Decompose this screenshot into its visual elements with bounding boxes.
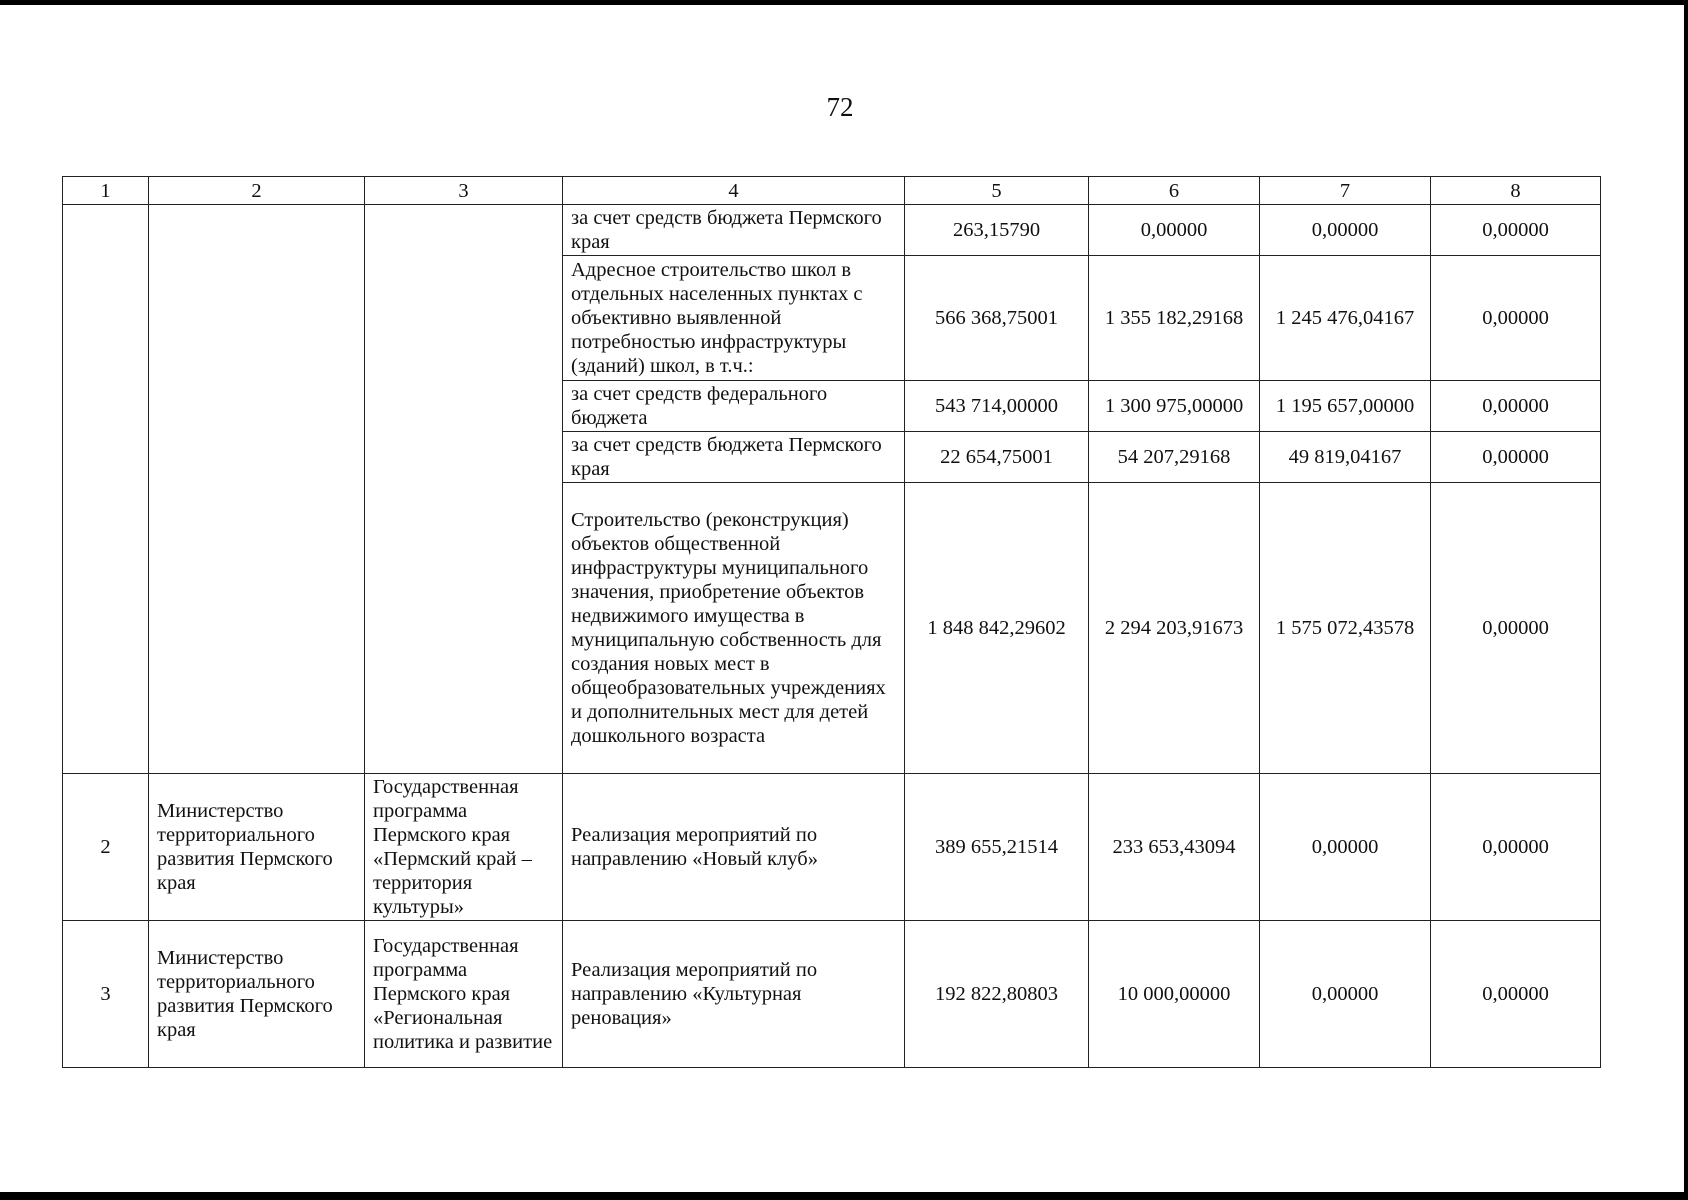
cell-value-col6: 1 355 182,29168 [1089, 256, 1260, 381]
table-row [63, 921, 1601, 1068]
column-header: 7 [1260, 177, 1431, 205]
cell-value-col7: 49 819,04167 [1260, 432, 1431, 483]
scan-border-top [0, 0, 1688, 5]
cell-number-empty [63, 205, 149, 774]
cell-program: Государственная программа Пермского края «Региональная политика и развитие [365, 921, 563, 1068]
cell-value-col8: 0,00000 [1431, 256, 1601, 381]
cell-value-col8: 0,00000 [1431, 921, 1601, 1068]
column-header: 1 [63, 177, 149, 205]
cell-value-col5: 263,15790 [905, 205, 1089, 256]
cell-value-col6: 2 294 203,91673 [1089, 483, 1260, 774]
cell-value-col8: 0,00000 [1431, 205, 1601, 256]
cell-value-col6: 54 207,29168 [1089, 432, 1260, 483]
column-header: 3 [365, 177, 563, 205]
cell-description: Реализация мероприятий по направлению «Новый клуб» [563, 774, 905, 921]
column-header: 6 [1089, 177, 1260, 205]
cell-description: за счет средств бюджета Пермского края [563, 432, 905, 483]
cell-value-col6: 0,00000 [1089, 205, 1260, 256]
column-header: 5 [905, 177, 1089, 205]
cell-value-col5: 22 654,75001 [905, 432, 1089, 483]
cell-description: Строительство (реконструкция) объектов общественной инфраструктуры муниципального значения, приобретение объектов недвижимого имущества в муниципальную собственность для создания новых мест в общеобразовательных учреждениях и дополнительных мест для детей дошкольного возраста [563, 483, 905, 774]
cell-program: Государственная программа Пермского края «Пермский край – территория культуры» [365, 774, 563, 921]
cell-description: Реализация мероприятий по направлению «Культурная реновация» [563, 921, 905, 1068]
cell-value-col7: 1 575 072,43578 [1260, 483, 1431, 774]
cell-value-col7: 0,00000 [1260, 205, 1431, 256]
cell-value-col5: 389 655,21514 [905, 774, 1089, 921]
cell-value-col5: 543 714,00000 [905, 381, 1089, 432]
cell-value-col8: 0,00000 [1431, 483, 1601, 774]
cell-value-col7: 0,00000 [1260, 774, 1431, 921]
cell-ministry: Министерство территориального развития Пермского края [149, 921, 365, 1068]
cell-value-col6: 1 300 975,00000 [1089, 381, 1260, 432]
cell-description: Адресное строительство школ в отдельных населенных пунктах с объективно выявленной потребностью инфраструктуры (зданий) школ, в т.ч.: [563, 256, 905, 381]
column-header: 8 [1431, 177, 1601, 205]
cell-ministry-empty [149, 205, 365, 774]
column-header: 4 [563, 177, 905, 205]
cell-value-col8: 0,00000 [1431, 774, 1601, 921]
table-row [63, 774, 1601, 921]
column-header: 2 [149, 177, 365, 205]
cell-value-col6: 233 653,43094 [1089, 774, 1260, 921]
cell-program-empty [365, 205, 563, 774]
cell-value-col8: 0,00000 [1431, 432, 1601, 483]
cell-value-col5: 566 368,75001 [905, 256, 1089, 381]
cell-description: за счет средств федерального бюджета [563, 381, 905, 432]
header-row [63, 177, 1601, 205]
cell-ministry: Министерство территориального развития Пермского края [149, 774, 365, 921]
table-row [63, 205, 1601, 256]
cell-value-col8: 0,00000 [1431, 381, 1601, 432]
cell-value-col7: 1 245 476,04167 [1260, 256, 1431, 381]
cell-value-col5: 192 822,80803 [905, 921, 1089, 1068]
cell-number: 3 [63, 921, 149, 1068]
cell-number: 2 [63, 774, 149, 921]
cell-description: за счет средств бюджета Пермского края [563, 205, 905, 256]
scan-border-bottom [0, 1192, 1688, 1200]
cell-value-col5: 1 848 842,29602 [905, 483, 1089, 774]
budget-table [62, 176, 1601, 1068]
page-number: 72 [826, 92, 854, 122]
cell-value-col7: 0,00000 [1260, 921, 1431, 1068]
cell-value-col7: 1 195 657,00000 [1260, 381, 1431, 432]
cell-value-col6: 10 000,00000 [1089, 921, 1260, 1068]
scan-border-right [1684, 0, 1688, 1200]
